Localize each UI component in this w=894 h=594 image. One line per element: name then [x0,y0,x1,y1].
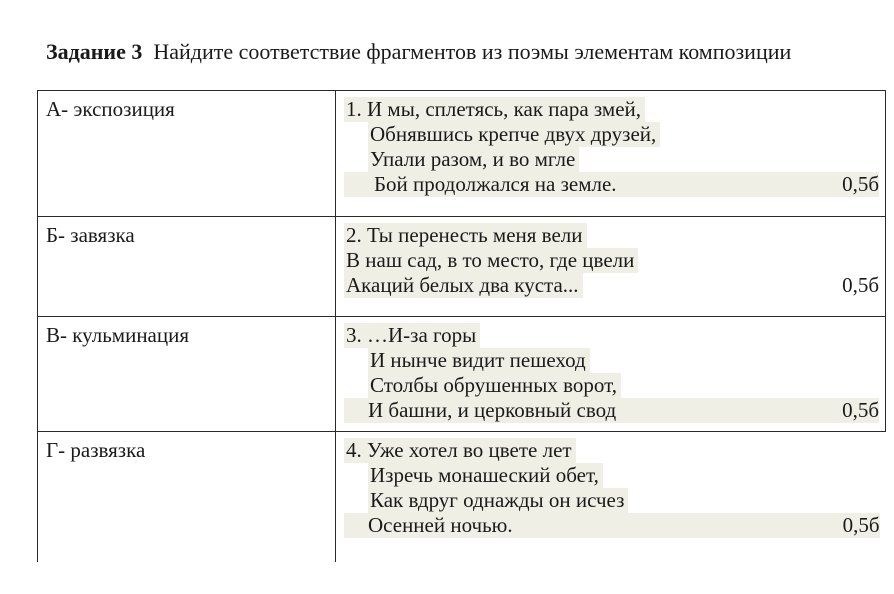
score-label: 0,5б [842,172,879,196]
task-heading [46,38,846,65]
fragment-cell [336,317,886,432]
table-row [38,217,886,317]
verse-line: И башни, и церковный свод 0,5б [344,398,879,423]
verse-line: 1. И мы, сплетясь, как пара змей, [344,97,879,122]
verse-line: Упали разом, и во мгле [344,147,879,172]
table-row [38,91,886,217]
task-label: Задание 3 [46,39,143,64]
element-cell [38,432,336,563]
matching-table [37,90,886,562]
score-label: 0,5б [842,398,879,422]
verse-line: Осенней ночью. 0,5б [344,513,880,538]
verse-line: И нынче видит пешеход [344,348,879,373]
verse-line: Акаций белых два куста... 0,5б [346,273,879,297]
verse-line: Как вдруг однажды он исчез [344,488,880,513]
element-label: Б- завязка [46,223,135,247]
element-cell [38,91,336,217]
verse-line: В наш сад, в то место, где цвели [344,248,879,273]
verse-line: Столбы обрушенных ворот, [344,373,879,398]
verse-line: Обнявшись крепче двух друзей, [344,122,879,147]
verse-line: Бой продолжался на земле. 0,5б [344,172,879,197]
fragment-cell [336,217,886,317]
element-label: В- кульминация [46,323,190,347]
element-cell [38,317,336,432]
score-label: 0,5б [842,273,879,297]
element-cell [38,217,336,317]
element-label: Г- развязка [46,438,146,462]
table-row [38,317,886,432]
verse-line: 4. Уже хотел во цвете лет [344,438,880,463]
verse-line: 2. Ты перенесть меня вели [344,223,879,248]
fragment-cell [336,432,886,563]
score-label: 0,5б [842,513,880,537]
task-text: Найдите соответствие фрагментов из поэмы элементам композиции [153,39,792,64]
fragment-cell [336,91,886,217]
table-row [38,432,886,563]
element-label: А- экспозиция [46,97,175,121]
verse-line: Изречь монашеский обет, [344,463,880,488]
verse-line: 3. …И-за горы [344,323,879,348]
